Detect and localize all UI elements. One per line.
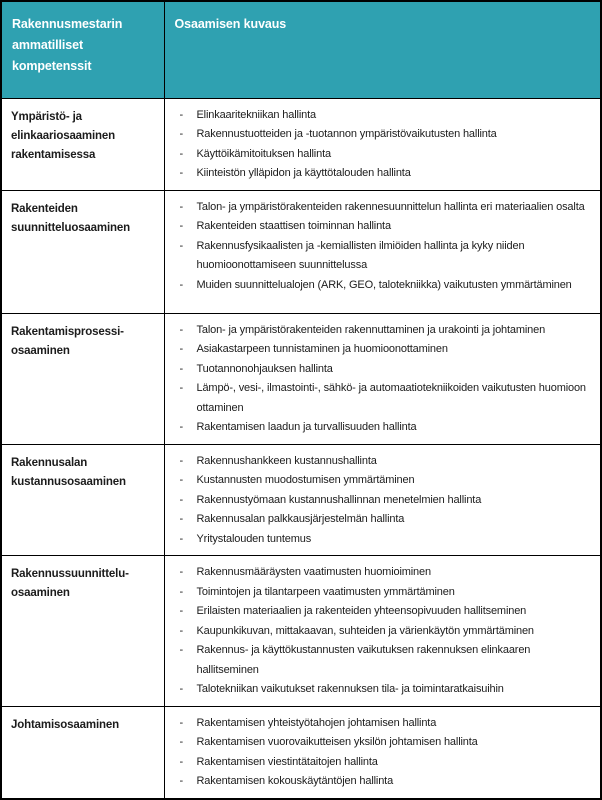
competency-title: Ympäristö- ja elinkaariosaaminen rakentamisessa bbox=[1, 98, 164, 190]
list-item: - Rakentamisen laadun ja turvallisuuden hallinta bbox=[178, 418, 591, 438]
list-item: - Yritystalouden tuntemus bbox=[178, 530, 591, 550]
list-item: - Rakentamisen yhteistyötahojen johtamisen hallinta bbox=[178, 714, 591, 734]
list-item: - Rakentamisen kokouskäytäntöjen hallinta bbox=[178, 772, 591, 792]
table-body bbox=[1, 98, 601, 799]
table-header bbox=[1, 1, 601, 98]
list-item: - Talotekniikan vaikutukset rakennuksen tila- ja toimintaratkaisuihin bbox=[178, 680, 591, 700]
table-row bbox=[1, 98, 601, 190]
competency-description bbox=[164, 556, 601, 707]
list-item: - Elinkaaritekniikan hallinta bbox=[178, 106, 591, 126]
table-row bbox=[1, 190, 601, 313]
competency-description bbox=[164, 98, 601, 190]
description-list bbox=[178, 452, 591, 550]
description-list bbox=[178, 714, 591, 792]
list-item: - Rakennushankkeen kustannushallinta bbox=[178, 452, 591, 472]
competency-description bbox=[164, 706, 601, 799]
competency-title: Rakennusalan kustannusosaaminen bbox=[1, 444, 164, 556]
competency-title: Rakentamisprosessi-osaaminen bbox=[1, 313, 164, 444]
list-item: - Muiden suunnittelualojen (ARK, GEO, talotekniikka) vaikutusten ymmärtäminen bbox=[178, 276, 591, 296]
list-item: - Käyttöikämitoituksen hallinta bbox=[178, 145, 591, 165]
list-item: - Rakennus- ja käyttökustannusten vaikutuksen rakennuksen elinkaaren hallitseminen bbox=[178, 641, 591, 680]
description-list bbox=[178, 563, 591, 700]
list-item: - Kaupunkikuvan, mittakaavan, suhteiden ja värienkäytön ymmärtäminen bbox=[178, 622, 591, 642]
list-item: - Tuotannonohjauksen hallinta bbox=[178, 360, 591, 380]
list-item: - Talon- ja ympäristörakenteiden rakennuttaminen ja urakointi ja johtaminen bbox=[178, 321, 591, 341]
list-item: - Rakennusmääräysten vaatimusten huomioiminen bbox=[178, 563, 591, 583]
table-row bbox=[1, 556, 601, 707]
competency-title: Rakennussuunnittelu-osaaminen bbox=[1, 556, 164, 707]
table-row bbox=[1, 313, 601, 444]
header-description: Osaamisen kuvaus bbox=[164, 1, 601, 98]
list-item: - Rakentamisen vuorovaikutteisen yksilön johtamisen hallinta bbox=[178, 733, 591, 753]
competency-description bbox=[164, 190, 601, 313]
header-competencies: Rakennusmestarin ammatilliset kompetenssit bbox=[1, 1, 164, 98]
list-item: - Erilaisten materiaalien ja rakenteiden yhteensopivuuden hallitseminen bbox=[178, 602, 591, 622]
list-item: - Rakenteiden staattisen toiminnan hallinta bbox=[178, 217, 591, 237]
competency-title: Johtamisosaaminen bbox=[1, 706, 164, 799]
list-item: - Rakennusfysikaalisten ja -kemiallisten ilmiöiden hallinta ja kyky niiden huomioonottamiseen suunnittelussa bbox=[178, 237, 591, 276]
competency-description bbox=[164, 444, 601, 556]
list-item: - Rakennusalan palkkausjärjestelmän hallinta bbox=[178, 510, 591, 530]
table-row bbox=[1, 444, 601, 556]
description-list bbox=[178, 106, 591, 184]
list-item: - Kustannusten muodostumisen ymmärtäminen bbox=[178, 471, 591, 491]
list-item: - Rakentamisen viestintätaitojen hallinta bbox=[178, 753, 591, 773]
list-item: - Rakennustuotteiden ja -tuotannon ympäristövaikutusten hallinta bbox=[178, 125, 591, 145]
competency-description bbox=[164, 313, 601, 444]
list-item: - Kiinteistön ylläpidon ja käyttötalouden hallinta bbox=[178, 164, 591, 184]
description-list bbox=[178, 321, 591, 438]
list-item: - Rakennustyömaan kustannushallinnan menetelmien hallinta bbox=[178, 491, 591, 511]
competency-title: Rakenteiden suunnitteluosaaminen bbox=[1, 190, 164, 313]
list-item: - Lämpö-, vesi-, ilmastointi-, sähkö- ja automaatiotekniikoiden vaikutusten huomioon ottaminen bbox=[178, 379, 591, 418]
list-item: - Toimintojen ja tilantarpeen vaatimusten ymmärtäminen bbox=[178, 583, 591, 603]
list-item: - Asiakastarpeen tunnistaminen ja huomioonottaminen bbox=[178, 340, 591, 360]
list-item: - Talon- ja ympäristörakenteiden rakennesuunnittelun hallinta eri materiaalien osalta bbox=[178, 198, 591, 218]
description-list bbox=[178, 198, 591, 296]
table-row bbox=[1, 706, 601, 799]
